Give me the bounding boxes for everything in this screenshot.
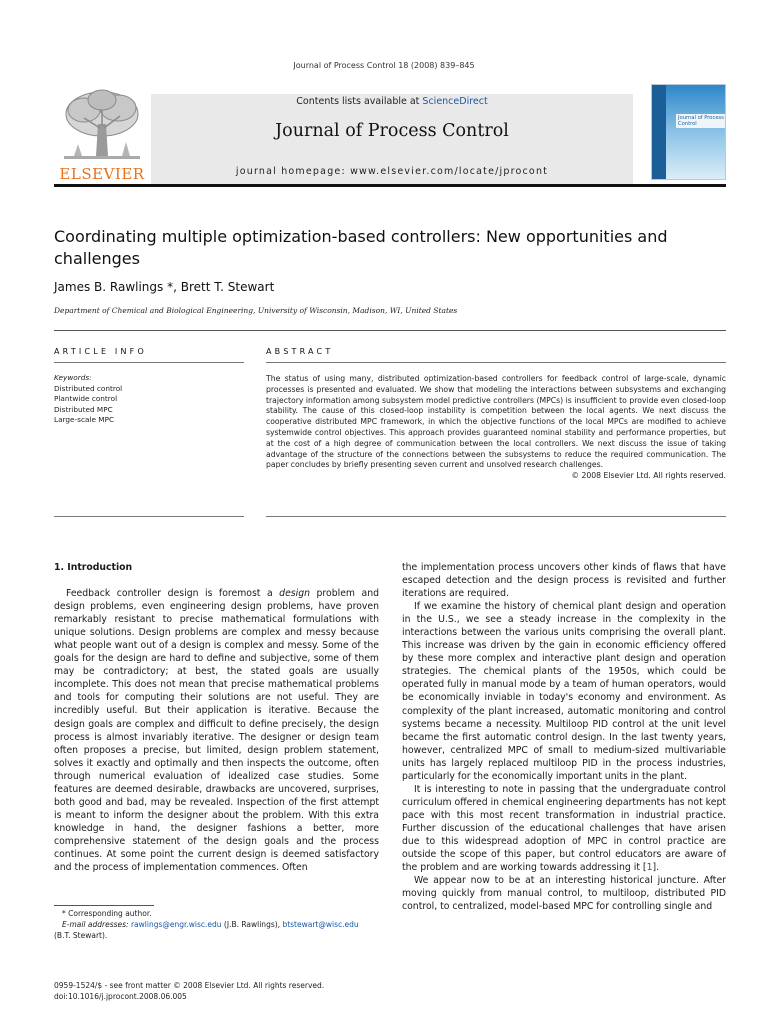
article-title: Coordinating multiple optimization-based controllers: New opportunities and challenges <box>54 227 668 268</box>
divider <box>54 362 244 363</box>
cover-title: Journal of Process Control <box>676 114 726 128</box>
journal-citation: Journal of Process Control 18 (2008) 839–845 <box>293 61 475 70</box>
footnotes <box>54 908 384 941</box>
keyword-item: Large-scale MPC <box>54 415 115 424</box>
cover-strip <box>652 85 666 180</box>
publisher-name: ELSEVIER <box>59 165 145 183</box>
divider <box>54 330 726 331</box>
keywords-block <box>54 373 244 426</box>
doi-line[interactable]: doi:10.1016/j.jprocont.2008.06.005 <box>54 992 187 1001</box>
sciencedirect-link[interactable]: ScienceDirect <box>422 96 488 107</box>
body-column-right <box>402 561 726 913</box>
keyword-item: Plantwide control <box>54 394 118 403</box>
corresponding-author-note: * Corresponding author. <box>62 909 152 918</box>
divider <box>266 362 726 363</box>
journal-banner <box>151 94 633 184</box>
elsevier-logo <box>54 84 150 184</box>
issn-line: 0959-1524/$ - see front matter © 2008 Elsevier Ltd. All rights reserved. <box>54 981 325 990</box>
journal-homepage[interactable]: journal homepage: www.elsevier.com/locate/jprocont <box>235 166 549 177</box>
keyword-item: Distributed MPC <box>54 404 113 414</box>
divider <box>54 516 244 517</box>
abstract-heading: ABSTRACT <box>266 347 334 356</box>
journal-name: Journal of Process Control <box>275 121 509 141</box>
keywords-label: Keywords: <box>54 373 92 382</box>
email-note-cont: (B.T. Stewart). <box>54 931 108 940</box>
article-authors: James B. Rawlings *, Brett T. Stewart <box>54 280 275 294</box>
journal-cover-image <box>651 84 726 180</box>
body-column-left <box>54 561 379 874</box>
article-info-heading: ARTICLE INFO <box>54 347 147 356</box>
contents-prefix: Contents lists available at <box>296 96 423 107</box>
body-paragraph: Feedback controller design is foremost a design problem and design problems, even engineering design problems, have proven remarkably resistant to precise mathematical formulations with unique solutions. Design problems are complex and messy because what people want out of a design is complex and messy. Some of the goals for the design are hard to define and subjective, some of them may be contradictory; at best, the stated goals are usually incomplete. This does not mean that precise mathematical problems and tools for computing their solutions are not useful. They are incredibly useful. But their application is iterative. Because the design goals are complex and difficult to define precisely, the design process is almost invariably iterative. The designer or design team often proposes a precise, but limited, design problem statement, solves it exactly and optimally and then inspects the outcome, often through numerical evaluation of idealized case studies. Some features are deemed desirable, drawbacks are uncovered, surprises, both good and bad, may be revealed. Inspection of the first attempt is meant to inform the designer about the problem. With this extra knowledge in hand, the designer fashions a better, more comprehensive statement of the design goals and the process continues. At some point the current design is deemed satisfactory and the process of implementation commences. Often <box>54 588 379 874</box>
email-note: E-mail addresses: rawlings@engr.wisc.edu (J.B. Rawlings), btstewart@wisc.edu <box>62 920 359 929</box>
copyright-notice: © 2008 Elsevier Ltd. All rights reserved. <box>571 471 726 481</box>
reference-link[interactable]: 1 <box>646 862 653 874</box>
journal-header <box>54 84 726 187</box>
abstract-text <box>266 374 726 482</box>
divider <box>266 516 726 517</box>
section-heading: 1. Introduction <box>54 562 133 573</box>
tree-icon <box>54 84 150 166</box>
body-paragraph: If we examine the history of chemical plant design and operation in the U.S., we see a steady increase in the complexity in the interactions between the various units comprising the overall plant. This increase was driven by the gain in economic efficiency offered by these more complex and interactive plant design and operation strategies. The chemical plants of the 1950s, which could be operated fully in manual mode by a team of human operators, would be economically inviable in today's economy and environment. As complexity of the plant increased, automatic monitoring and control systems became a necessity. Multiloop PID control at the unit level became the first automatic control design. In the last twenty years, however, centralized MPC of small to medium-sized multivariable units has largely replaced multiloop PID in the process industries, particularly for the economically important units in the plant. <box>402 601 726 782</box>
divider <box>54 905 154 906</box>
keyword-item: Distributed control <box>54 383 123 393</box>
email-link[interactable]: btstewart@wisc.edu <box>282 920 359 929</box>
abstract-body: The status of using many, distributed optimization-based controllers for feedback control of large-scale, dynamic processes is presented and evaluated. We show that modeling the interactions between subsystems and exchanging trajectory information among subsystem model predictive controllers (MPCs) is insufficient to provide even closed-loop stability. The cause of this closed-loop instability is competition between the local agents. We next discuss the cooperative distributed MPC framework, in which the objective functions of the local MPCs are modified to achieve systemwide control objectives. This approach provides guaranteed nominal stability and performance properties, but at the cost of a high degree of communication between the local controllers. We next discuss the issue of taking advantage of the structure of the connections between the subsystems to reduce the required communication. The paper concludes by briefly presenting seven current and unsolved research challenges. <box>266 374 726 470</box>
contents-line <box>151 96 633 107</box>
body-paragraph: the implementation process uncovers other kinds of flaws that have escaped detection and the design process is revisited and further iterations are required. <box>402 562 726 600</box>
body-paragraph: It is interesting to note in passing that the undergraduate control curriculum offered in chemical engineering departments has not kept pace with this most recent transformation in industrial practice. Further discussion of the educational challenges that have arisen due to this widespread adoption of MPC in control practice are outside the scope of this paper, but control educators are aware of the problem and are working towards addressing it [1]. <box>402 783 726 874</box>
body-paragraph: We appear now to be at an interesting historical juncture. After moving quickly from manual control, to multiloop, distributed PID control, to centralized, model-based MPC for controlling single and <box>402 875 726 913</box>
author-affiliation: Department of Chemical and Biological Engineering, University of Wisconsin, Madison, WI, United States <box>54 306 458 315</box>
email-link[interactable]: rawlings@engr.wisc.edu <box>130 920 222 929</box>
issn-block <box>54 980 324 1002</box>
